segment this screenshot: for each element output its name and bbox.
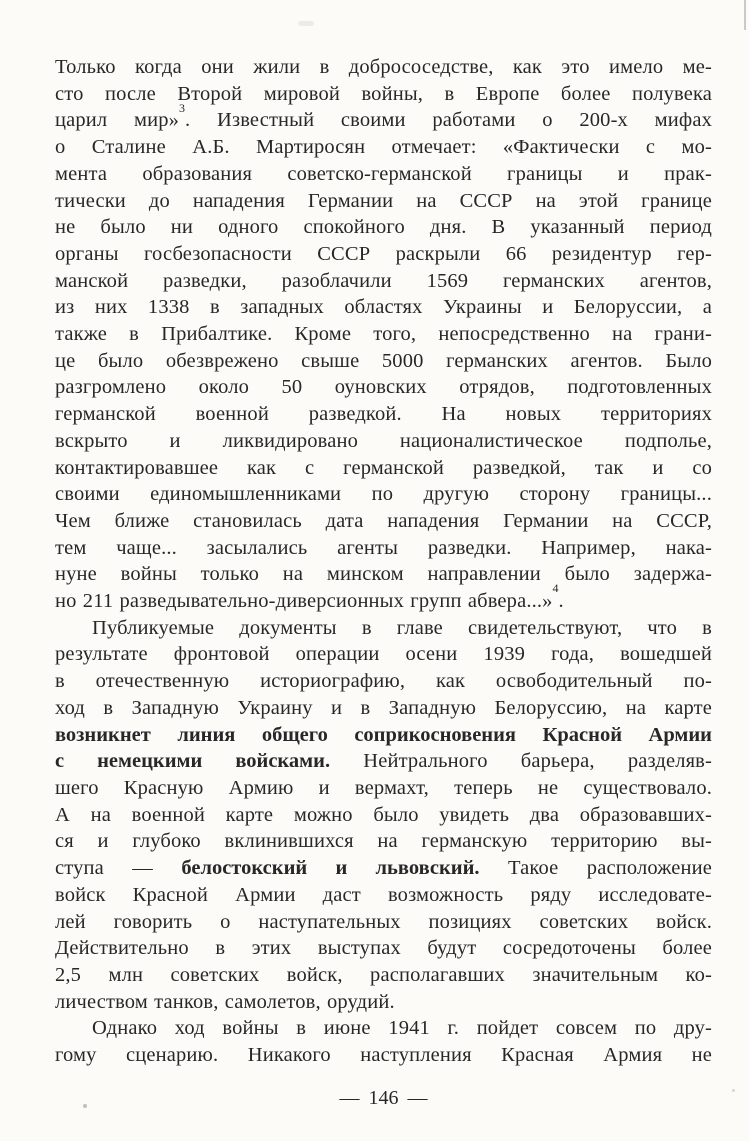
text-segment: вскрыто и ликвидировано националистическое подполье,: [55, 429, 712, 452]
text-line: [55, 962, 712, 989]
text-line: [55, 695, 712, 722]
text-segment: органы госбезопасности СССР раскрыли 66 резидентур гер-: [55, 242, 712, 265]
text-segment: . Известный своими работами о 200-х мифах: [185, 109, 712, 132]
text-line: [55, 134, 712, 161]
text-segment: контактировавшее как с германской разведкой, так и со: [55, 456, 712, 479]
text-line: [55, 481, 712, 508]
text-segment: германской военной разведкой. На новых территориях: [55, 403, 712, 426]
text-line: [55, 802, 712, 829]
text-segment: не было ни одного спокойного дня. В указанный период: [55, 216, 712, 239]
text-line: [55, 508, 712, 535]
text-line: [55, 748, 712, 775]
text-segment: шего Красную Армию и вермахт, теперь не существовало.: [55, 776, 712, 799]
bold-text-segment: с немецкими войсками.: [55, 750, 331, 773]
scan-edge-artifact: [744, 0, 746, 30]
text-line: [55, 455, 712, 482]
text-line: [55, 428, 712, 455]
text-line: [55, 100, 712, 134]
text-line: [55, 241, 712, 268]
text-line: [55, 641, 712, 668]
text-segment: личеством танков, самолетов, орудий.: [55, 990, 395, 1013]
text-line: [55, 535, 712, 562]
text-line: [55, 294, 712, 321]
text-segment: своими единомышленниками по другую сторону границы...: [55, 483, 712, 506]
text-line: [55, 54, 712, 81]
footnote-marker: 3: [179, 100, 186, 115]
text-segment: в отечественную историографию, как освободительный по-: [55, 670, 712, 693]
text-segment: Только когда они жили в добрососедстве, как это имело ме-: [55, 56, 712, 78]
text-segment: но 211 разведывательно-диверсионных групп абвера...»: [55, 590, 553, 613]
text-line: [55, 668, 712, 695]
text-segment: войск Красной Армии даст возможность ряду исследовате-: [55, 883, 712, 906]
text-segment: А на военной карте можно было увидеть два образовавших-: [55, 803, 712, 826]
text-line: [55, 855, 712, 882]
scan-speck: [83, 1104, 87, 1108]
text-segment: сто после Второй мировой войны, в Европе более полувека: [55, 82, 712, 105]
text-segment: тически до нападения Германии на СССР на этой границе: [55, 189, 712, 212]
text-segment: гому сценарию. Никакого наступления Красная Армия не: [55, 1044, 712, 1067]
text-segment: манской разведки, разоблачили 1569 германских агентов,: [55, 269, 712, 292]
text-segment: ход в Западную Украину и в Западную Белоруссию, на карте: [55, 696, 712, 719]
text-segment: результате фронтовой операции осени 1939 года, вошедшей: [55, 643, 712, 666]
text-segment: 2,5 млн советских войск, располагавших значительным ко-: [55, 963, 712, 986]
text-line: [55, 581, 712, 615]
text-line: [55, 909, 712, 936]
text-segment: о Сталине А.Б. Мартиросян отмечает: «Фактически с мо-: [55, 136, 712, 159]
text-segment: ступа —: [55, 857, 182, 880]
text-line: [55, 935, 712, 962]
paragraph: [55, 54, 712, 615]
text-segment: це было обезврежено свыше 5000 германских агентов. Было: [55, 349, 712, 372]
text-segment: лей говорить о наступательных позициях советских войск.: [55, 910, 712, 933]
text-segment: Действительно в этих выступах будут сосредоточены более: [55, 937, 712, 960]
text-line: [55, 81, 712, 108]
text-line: [55, 268, 712, 295]
text-segment: нуне войны только на минском направлении было задержа-: [55, 563, 712, 586]
text-line: [55, 348, 712, 375]
text-segment: разгромлено около 50 оуновских отрядов, подготовленных: [55, 376, 712, 399]
text-segment: Публикуемые документы в главе свидетельствуют, что в: [92, 616, 712, 639]
paragraph: [55, 1015, 712, 1068]
text-segment: Такое расположение: [479, 857, 712, 880]
text-segment: .: [558, 590, 564, 613]
paragraph: [55, 615, 712, 1016]
page-number: — 146 —: [339, 1087, 428, 1109]
text-line: [55, 161, 712, 188]
page-footer: [55, 1086, 712, 1110]
scan-smudge: [298, 21, 314, 26]
text-segment: Однако ход войны в июне 1941 г. пойдет совсем по дру-: [92, 1017, 712, 1040]
footnote-marker: 4: [552, 581, 559, 596]
text-segment: Нейтрального барьера, разделяв-: [330, 750, 712, 773]
text-line: [55, 615, 712, 642]
bold-text-segment: возникнет линия общего соприкосновения Красной Армии: [55, 723, 712, 746]
page-text: [55, 54, 712, 1069]
text-line: [55, 775, 712, 802]
text-line: [55, 188, 712, 215]
text-segment: тем чаще... засылались агенты разведки. Например, нака-: [55, 536, 712, 559]
text-line: [55, 882, 712, 909]
text-line: [55, 722, 712, 749]
text-segment: Чем ближе становилась дата нападения Германии на СССР,: [55, 509, 712, 532]
text-line: [55, 374, 712, 401]
text-line: [55, 1015, 712, 1042]
text-line: [55, 828, 712, 855]
text-segment: мента образования советско-германской границы и прак-: [55, 162, 712, 185]
text-line: [55, 989, 712, 1016]
scan-speck: [732, 1089, 735, 1092]
text-line: [55, 214, 712, 241]
bold-text-segment: белостокский и львовский.: [181, 857, 480, 880]
text-segment: из них 1338 в западных областях Украины и Белоруссии, а: [55, 296, 712, 319]
text-segment: также в Прибалтике. Кроме того, непосредственно на грани-: [55, 323, 712, 346]
text-line: [55, 321, 712, 348]
text-segment: царил мир»: [55, 109, 180, 132]
text-line: [55, 561, 712, 588]
text-line: [55, 1042, 712, 1069]
text-line: [55, 401, 712, 428]
text-segment: ся и глубоко вклинившихся на германскую территорию вы-: [55, 830, 712, 853]
